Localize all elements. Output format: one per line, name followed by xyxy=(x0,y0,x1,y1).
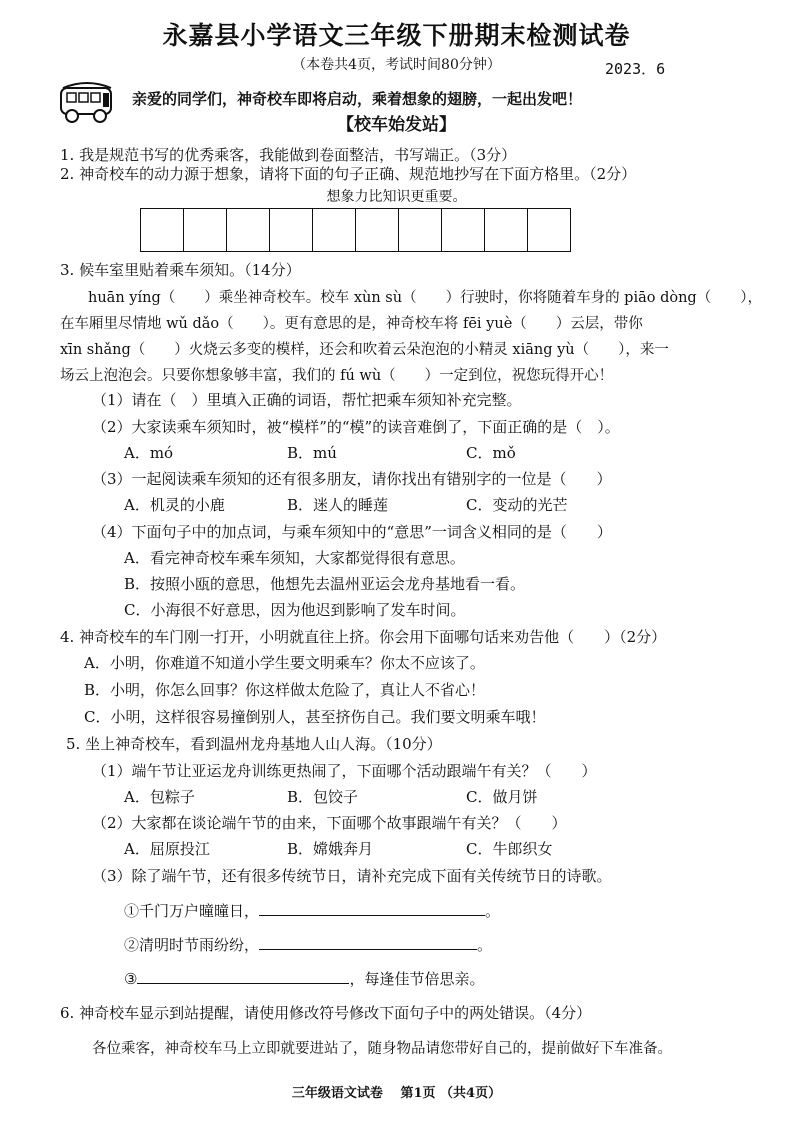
notice-line-1: huān yíng（ ）乘坐神奇校车。校车 xùn sù（ ）行驶时，你将随着车身的 piāo dòng（ ）， xyxy=(88,290,762,306)
question-3-2: （2）大家读乘车须知时，被“模样”的“模”的读音难倒了，下面正确的是（ ）。 xyxy=(92,418,620,436)
grid-cell[interactable] xyxy=(398,208,442,252)
option-c[interactable]: C．做月饼 xyxy=(466,788,538,806)
poem-text: ②清明时节雨纷纷， xyxy=(124,936,260,954)
poem-line-1 xyxy=(124,900,500,921)
grid-cell[interactable] xyxy=(269,208,313,252)
option-a[interactable]: A．屈原投江 xyxy=(124,840,210,858)
question-1: 1. 我是规范书写的优秀乘客，我能做到卷面整洁，书写端正。（3分） xyxy=(60,146,517,164)
answer-blank[interactable] xyxy=(137,969,349,984)
option-c[interactable]: C．牛郎织女 xyxy=(466,840,553,858)
option-a[interactable]: A．小明，你难道不知道小学生要文明乘车？你太不应该了。 xyxy=(84,654,485,672)
poem-line-2 xyxy=(124,934,492,955)
question-3-1: （1）请在（ ）里填入正确的词语，帮忙把乘车须知补充完整。 xyxy=(92,391,522,409)
poem-text: ，每逢佳节倍思亲。 xyxy=(349,970,485,988)
writing-grid[interactable] xyxy=(141,208,581,252)
section-title: 【校车始发站】 xyxy=(337,115,456,135)
question-3-3: （3）一起阅读乘车须知的还有很多朋友，请你找出有错别字的一位是（ ） xyxy=(92,470,612,488)
option-b[interactable]: B．小明，你怎么回事？你这样做太危险了，真让人不省心！ xyxy=(84,681,486,699)
page-footer: 三年级语文试卷 第1页 （共4页） xyxy=(291,1086,502,1101)
grid-cell[interactable] xyxy=(183,208,227,252)
exam-date: 2023．6 xyxy=(605,60,666,78)
page-title: 永嘉县小学语文三年级下册期末检测试卷 xyxy=(162,21,631,50)
grid-cell[interactable] xyxy=(355,208,399,252)
copy-sentence: 想象力比知识更重要。 xyxy=(326,189,467,205)
option-b[interactable]: B．迷人的睡莲 xyxy=(287,496,389,514)
greeting-text: 亲爱的同学们，神奇校车即将启动，乘着想象的翅膀，一起出发吧！ xyxy=(132,90,583,108)
question-4: 4. 神奇校车的车门刚一打开，小明就直往上挤。你会用下面哪句话来劝告他（ ）（2分） xyxy=(60,628,667,646)
option-b[interactable]: B．包饺子 xyxy=(287,788,359,806)
question-3-4: （4）下面句子中的加点词，与乘车须知中的“意思”一词含义相同的是（ ） xyxy=(92,523,612,541)
grid-cell[interactable] xyxy=(484,208,528,252)
question-6: 6. 神奇校车显示到站提醒，请使用修改符号修改下面句子中的两处错误。（4分） xyxy=(60,1004,592,1022)
option-a[interactable]: A．机灵的小鹿 xyxy=(124,496,225,514)
question-5-3: （3）除了端午节，还有很多传统节日，请补充完成下面有关传统节日的诗歌。 xyxy=(92,867,612,885)
notice-line-2: 在车厢里尽情地 wǔ dǎo（ ）。更有意思的是，神奇校车将 fēi yuè（ ）云层，带你 xyxy=(60,316,643,332)
question-5-2: （2）大家都在谈论端午节的由来，下面哪个故事跟端午有关？（ ） xyxy=(92,814,567,832)
grid-cell[interactable] xyxy=(140,208,184,252)
option-c[interactable]: C．小海很不好意思，因为他迟到影响了发车时间。 xyxy=(124,601,466,619)
poem-text: ①千门万户曈曈日， xyxy=(124,902,260,920)
option-b[interactable]: B．嫦娥奔月 xyxy=(287,840,374,858)
option-b[interactable]: B．mú xyxy=(287,444,337,462)
option-a[interactable]: A．看完神奇校车乘车须知，大家都觉得很有意思。 xyxy=(124,549,465,567)
grid-cell[interactable] xyxy=(226,208,270,252)
notice-line-3: xīn shǎng（ ）火烧云多变的模样，还会和吹着云朵泡泡的小精灵 xiāng yù（ ），来一 xyxy=(60,342,669,358)
poem-line-3 xyxy=(124,968,484,989)
question-5: 5. 坐上神奇校车，看到温州龙舟基地人山人海。（10分） xyxy=(66,735,442,753)
option-c[interactable]: C．mǒ xyxy=(466,444,516,462)
correction-sentence: 各位乘客，神奇校车马上立即就要进站了，随身物品请您带好自己的，提前做好下车准备。 xyxy=(92,1041,672,1057)
option-a[interactable]: A．包粽子 xyxy=(124,788,195,806)
exam-info: （本卷共4页，考试时间80分钟） xyxy=(292,57,501,73)
grid-cell[interactable] xyxy=(312,208,356,252)
option-c[interactable]: C．小明，这样很容易撞倒别人，甚至挤伤自己。我们要文明乘车哦！ xyxy=(84,708,546,726)
notice-line-4: 场云上泡泡会。只要你想象够丰富，我们的 fú wù（ ）一定到位，祝您玩得开心！ xyxy=(60,368,614,384)
grid-cell[interactable] xyxy=(441,208,485,252)
poem-end: 。 xyxy=(485,902,501,920)
answer-blank[interactable] xyxy=(259,935,477,950)
option-a[interactable]: A．mó xyxy=(124,444,174,462)
question-3: 3. 候车室里贴着乘车须知。（14分） xyxy=(60,261,301,279)
grid-cell[interactable] xyxy=(527,208,571,252)
question-5-1: （1）端午节让亚运龙舟训练更热闹了，下面哪个活动跟端午有关？（ ） xyxy=(92,762,597,780)
question-2: 2. 神奇校车的动力源于想象，请将下面的句子正确、规范地抄写在下面方格里。（2分） xyxy=(60,165,637,183)
poem-text: ③ xyxy=(124,970,138,988)
poem-end: 。 xyxy=(477,936,493,954)
option-c[interactable]: C．变动的光芒 xyxy=(466,496,568,514)
option-b[interactable]: B．按照小瓯的意思，他想先去温州亚运会龙舟基地看一看。 xyxy=(124,575,526,593)
answer-blank[interactable] xyxy=(259,901,485,916)
